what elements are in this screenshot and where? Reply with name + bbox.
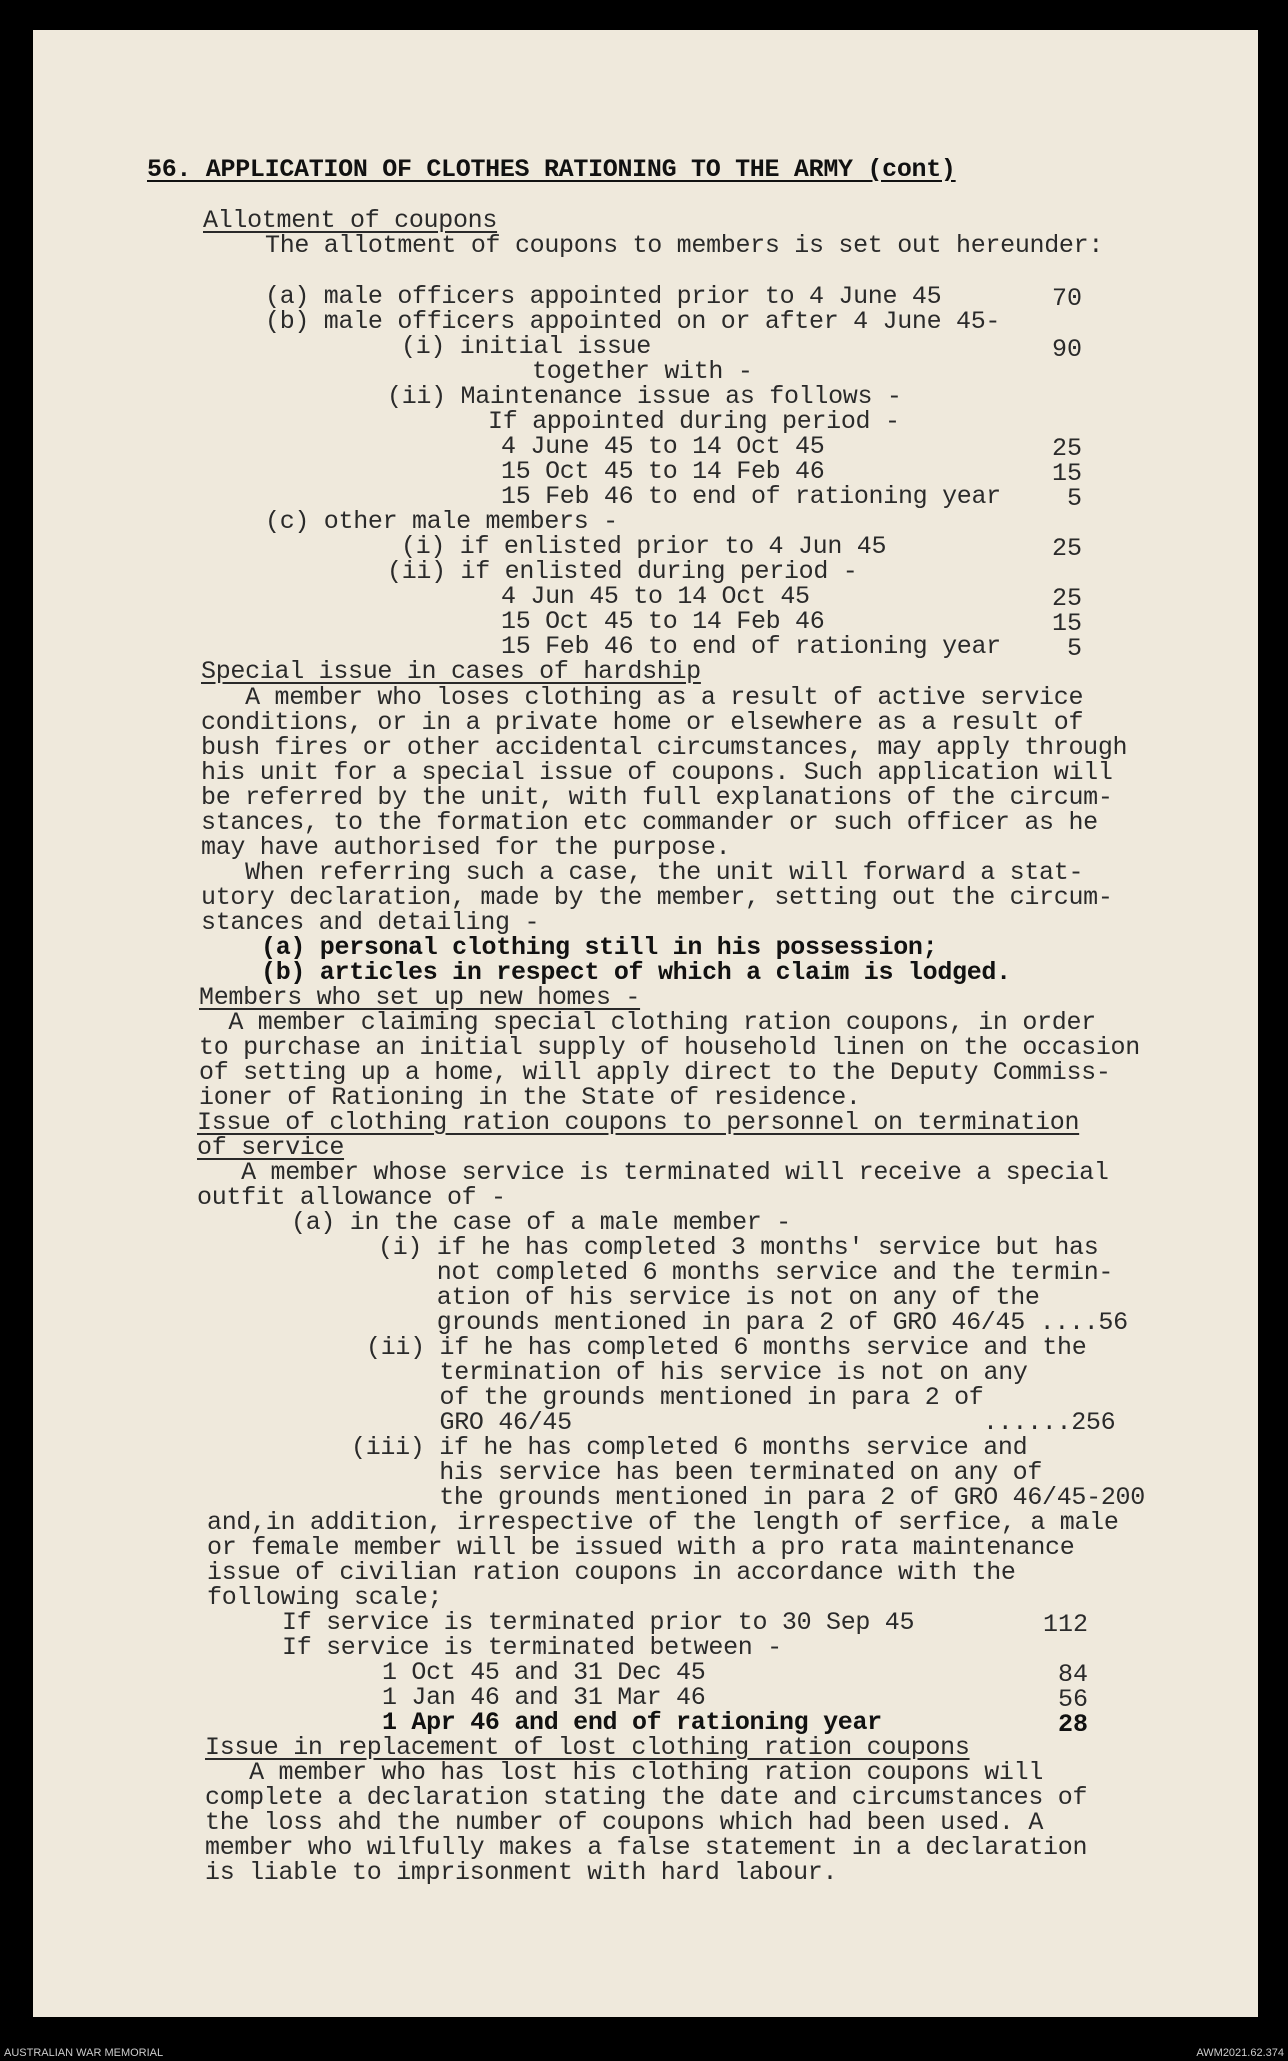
allotment-item-b-ii: (ii) Maintenance issue as follows - [387, 382, 902, 411]
allotment-b-value-2: 15 [1051, 459, 1082, 488]
hardship-line: his unit for a special issue of coupons. Such application will [201, 758, 1113, 787]
allotment-value-c-i: 25 [1051, 534, 1082, 563]
allotment-c-period-3: 15 Feb 46 to end of rationing year [501, 632, 1001, 661]
replacement-line: A member who has lost his clothing ration coupons will [205, 1758, 1044, 1787]
section-title-hardship: Special issue in cases of hardship [201, 657, 701, 686]
allotment-together: together with - [532, 357, 753, 386]
termination-ii-line: (ii) if he has completed 6 months service and the [366, 1333, 1087, 1362]
scale-value-5: 28 [1057, 1710, 1088, 1739]
hardship-line: When referring such a case, the unit will forward a stat- [201, 858, 1084, 887]
termination-intro: A member whose service is terminated will receive a special [197, 1158, 1109, 1187]
archive-footer [0, 2045, 1288, 2061]
replacement-line: member who wilfully makes a false statement in a declaration [205, 1833, 1088, 1862]
termination-i-line: not completed 6 months service and the termin- [378, 1258, 1114, 1287]
allotment-item-b: (b) male officers appointed on or after 4 June 45- [265, 307, 1001, 336]
scale-line-3: 1 Oct 45 and 31 Dec 45 [382, 1658, 706, 1687]
termination-para-line: issue of civilian ration coupons in accordance with the [207, 1558, 1016, 1587]
allotment-c-period-1: 4 Jun 45 to 14 Oct 45 [501, 582, 810, 611]
termination-item-a: (a) in the case of a male member - [291, 1208, 791, 1237]
hardship-line: conditions, or in a private home or elsewhere as a result of [201, 708, 1084, 737]
footer-institution: AUSTRALIAN WAR MEMORIAL [4, 2047, 164, 2059]
allotment-item-a: (a) male officers appointed prior to 4 June 45 [265, 282, 942, 311]
allotment-intro: The allotment of coupons to members is set out hereunder: [265, 231, 1104, 260]
homes-line: A member claiming special clothing ration coupons, in order [199, 1008, 1096, 1037]
termination-ii-line: GRO 46/45 [366, 1408, 572, 1437]
termination-ii-value: ......256 [983, 1408, 1116, 1437]
allotment-c-value-1: 25 [1051, 584, 1082, 613]
allotment-b-period-1: 4 June 45 to 14 Oct 45 [501, 432, 825, 461]
hardship-line: stances, to the formation etc commander or such officer as he [201, 808, 1098, 837]
hardship-line: A member who loses clothing as a result of active service [201, 683, 1084, 712]
allotment-b-value-1: 25 [1051, 434, 1082, 463]
allotment-item-b-i: (i) initial issue [401, 332, 651, 361]
hardship-line: bush fires or other accidental circumstances, may apply through [201, 733, 1128, 762]
section-title-termination-2: of service [197, 1133, 345, 1162]
hardship-line: may have authorised for the purpose. [201, 833, 731, 862]
allotment-b-ii-if: If appointed during period - [488, 407, 900, 436]
termination-ii-line: of the grounds mentioned in para 2 of [366, 1383, 984, 1412]
allotment-item-c: (c) other male members - [265, 507, 618, 536]
termination-iii-line: his service has been terminated on any of [351, 1458, 1043, 1487]
scale-line-2: If service is terminated between - [282, 1633, 782, 1662]
termination-i-line: ation of his service is not on any of the [378, 1283, 1040, 1312]
termination-para-line: or female member will be issued with a pro rata maintenance [207, 1533, 1075, 1562]
termination-i-line: (i) if he has completed 3 months' service but has [378, 1233, 1099, 1262]
scale-line-1: If service is terminated prior to 30 Sep 45 [282, 1608, 915, 1637]
scale-value-1: 112 [1042, 1610, 1088, 1639]
termination-para-line: and,in addition, irrespective of the length of serfice, a male [207, 1508, 1119, 1537]
hardship-line: be referred by the unit, with full explanations of the circum- [201, 783, 1113, 812]
scale-line-5: 1 Apr 46 and end of rationing year [382, 1708, 882, 1737]
allotment-value-b-i: 90 [1051, 335, 1082, 364]
allotment-value-a: 70 [1051, 284, 1082, 313]
scale-value-3: 84 [1057, 1660, 1088, 1689]
hardship-item-a: (a) personal clothing still in his possession; [261, 933, 938, 962]
replacement-line: complete a declaration stating the date and circumstances of [205, 1783, 1088, 1812]
termination-intro: outfit allowance of - [197, 1183, 506, 1212]
page-heading: 56. APPLICATION OF CLOTHES RATIONING TO THE ARMY (cont) [147, 155, 956, 184]
document-page [33, 30, 1258, 2017]
scale-line-4: 1 Jan 46 and 31 Mar 46 [382, 1683, 706, 1712]
section-title-termination: Issue of clothing ration coupons to personnel on termination [197, 1108, 1080, 1137]
replacement-line: is liable to imprisonment with hard labour. [205, 1858, 838, 1887]
homes-line: to purchase an initial supply of household linen on the occasion [199, 1033, 1140, 1062]
replacement-line: the loss ahd the number of coupons which had been used. A [205, 1808, 1044, 1837]
allotment-item-c-ii: (ii) if enlisted during period - [387, 557, 858, 586]
termination-para-line: following scale; [207, 1583, 443, 1612]
termination-i-line: grounds mentioned in para 2 of GRO 46/45 ....56 [378, 1308, 1128, 1337]
allotment-c-value-2: 15 [1051, 609, 1082, 638]
scale-value-4: 56 [1057, 1685, 1088, 1714]
section-title-replacement: Issue in replacement of lost clothing ration coupons [205, 1733, 970, 1762]
section-title-allotment: Allotment of coupons [203, 206, 498, 235]
homes-line: ioner of Rationing in the State of residence. [199, 1083, 861, 1112]
hardship-line: stances and detailing - [201, 908, 540, 937]
section-title-homes: Members who set up new homes - [199, 983, 641, 1012]
allotment-c-value-3: 5 [1066, 634, 1082, 663]
termination-ii-line: termination of his service is not on any [366, 1358, 1028, 1387]
allotment-item-c-i: (i) if enlisted prior to 4 Jun 45 [401, 532, 887, 561]
termination-iii-line: the grounds mentioned in para 2 of GRO 46/45-200 [351, 1483, 1145, 1512]
footer-accession-number: AWM2021.62.374 [1196, 2047, 1284, 2059]
hardship-item-b: (b) articles in respect of which a claim is lodged. [261, 958, 1011, 987]
allotment-b-value-3: 5 [1066, 484, 1082, 513]
termination-iii-line: (iii) if he has completed 6 months service and [351, 1433, 1028, 1462]
allotment-b-period-2: 15 Oct 45 to 14 Feb 46 [501, 457, 825, 486]
homes-line: of setting up a home, will apply direct to the Deputy Commiss- [199, 1058, 1111, 1087]
allotment-b-period-3: 15 Feb 46 to end of rationing year [501, 482, 1001, 511]
hardship-line: utory declaration, made by the member, setting out the circum- [201, 883, 1113, 912]
allotment-c-period-2: 15 Oct 45 to 14 Feb 46 [501, 607, 825, 636]
